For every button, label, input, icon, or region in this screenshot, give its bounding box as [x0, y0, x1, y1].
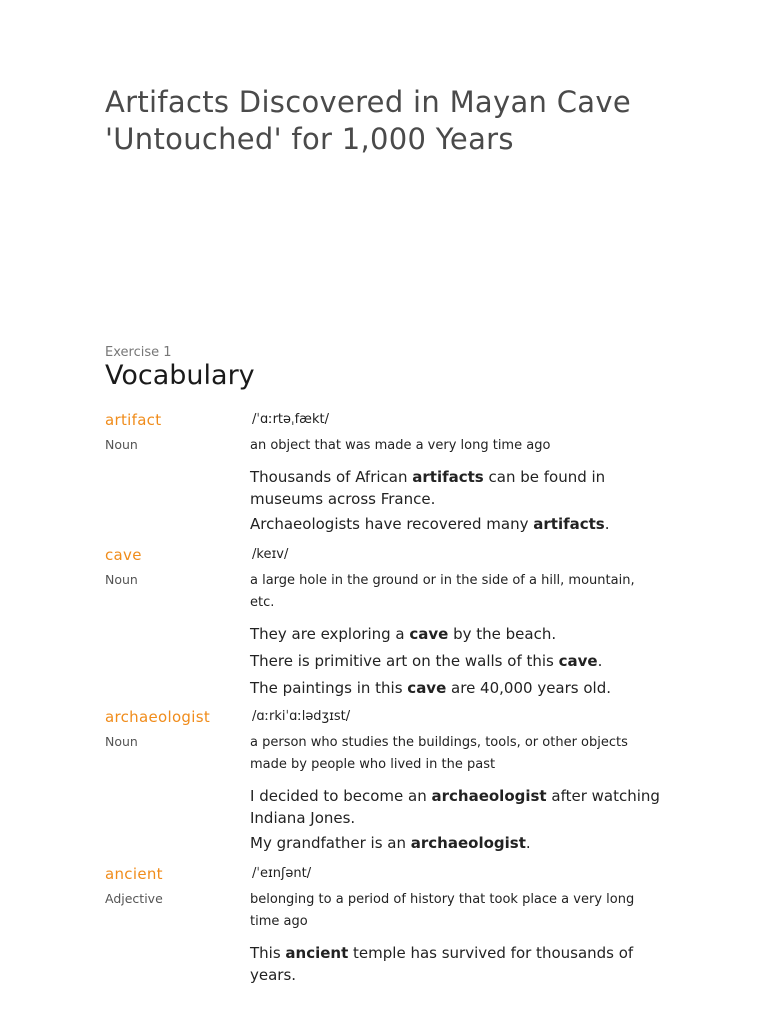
examples-list: [250, 942, 670, 989]
vocab-word: cave: [105, 546, 142, 564]
example-sentence: My grandfather is an archaeologist.: [250, 834, 531, 852]
pronunciation: /keɪv/: [252, 547, 289, 562]
vocab-word: artifact: [105, 411, 162, 429]
example-sentence: Thousands of African artifacts can be found in museums across France.: [250, 468, 606, 508]
examples-list: [250, 466, 670, 538]
pronunciation: /ˈeɪnʃənt/: [252, 866, 312, 881]
example-sentence: They are exploring a cave by the beach.: [250, 625, 557, 643]
example-sentence: Archaeologists have recovered many artifacts.: [250, 515, 610, 533]
highlighted-word: archaeologist: [431, 787, 547, 805]
part-of-speech: Noun: [105, 572, 138, 587]
section-heading: Vocabulary: [105, 360, 255, 391]
vocab-word: archaeologist: [105, 708, 211, 726]
highlighted-word: cave: [409, 625, 449, 643]
exercise-label: Exercise 1: [105, 345, 172, 360]
examples-list: [250, 785, 670, 857]
example-sentence: I decided to become an archaeologist after watching Indiana Jones.: [250, 787, 660, 827]
pronunciation: /ˈɑːrtəˌfækt/: [252, 412, 329, 427]
examples-list: [250, 623, 670, 704]
example-sentence: There is primitive art on the walls of this cave.: [250, 652, 603, 670]
highlighted-word: cave: [558, 652, 598, 670]
part-of-speech: Adjective: [105, 891, 163, 906]
vocab-word: ancient: [105, 865, 163, 883]
part-of-speech: Noun: [105, 734, 138, 749]
highlighted-word: archaeologist: [410, 834, 526, 852]
definition: belonging to a period of history that took place a very long time ago: [250, 892, 635, 929]
part-of-speech: Noun: [105, 437, 138, 452]
example-sentence: This ancient temple has survived for thousands of years.: [250, 944, 634, 984]
definition: a person who studies the buildings, tools, or other objects made by people who lived in the past: [250, 735, 628, 772]
example-sentence: The paintings in this cave are 40,000 years old.: [250, 679, 611, 697]
highlighted-word: artifacts: [533, 515, 605, 533]
highlighted-word: artifacts: [412, 468, 484, 486]
highlighted-word: cave: [407, 679, 447, 697]
definition: a large hole in the ground or in the side of a hill, mountain, etc.: [250, 573, 635, 610]
pronunciation: /ɑːrkiˈɑːlədʒɪst/: [252, 709, 351, 724]
definition: an object that was made a very long time ago: [250, 438, 551, 453]
page-title: Artifacts Discovered in Mayan Cave 'Untouched' for 1,000 Years: [105, 85, 631, 156]
highlighted-word: ancient: [285, 944, 349, 962]
